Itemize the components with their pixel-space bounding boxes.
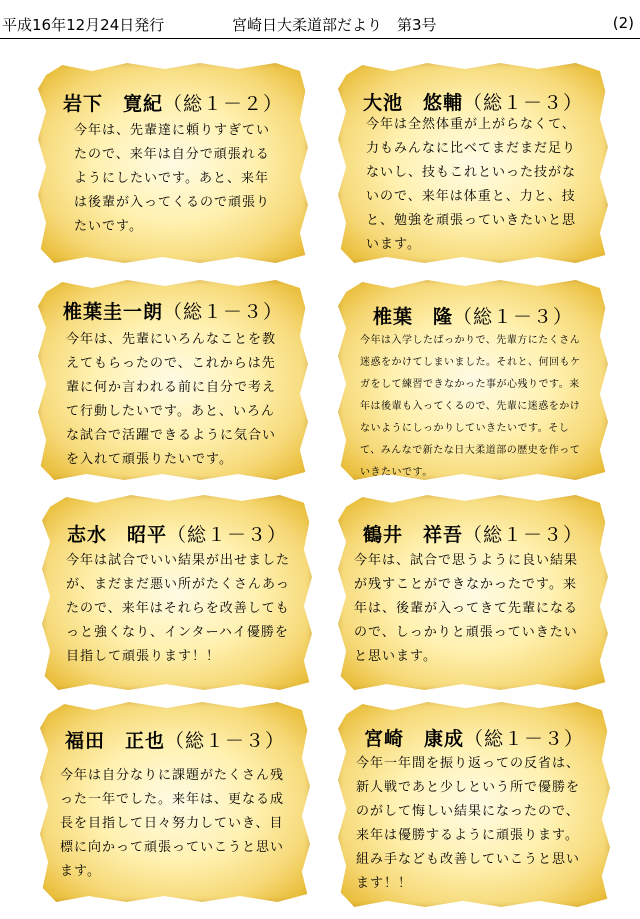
member-card-shimizu: [42, 495, 312, 690]
member-card-shiiba-keiichiro: [38, 280, 308, 480]
member-grade: （総１－３）: [463, 524, 584, 546]
member-message: 今年一年間を振り返っての反省は、新人戦であと少しという所で優勝をのがして悔しい結果になったので、来年は優勝するように頑張ります。組み手なども改善していこうと思います！！: [356, 756, 581, 891]
issue-date: 平成16年12月24日発行: [2, 16, 165, 34]
member-grade: （総１－３）: [453, 306, 574, 328]
member-heading: [338, 520, 608, 547]
member-heading: [338, 302, 608, 329]
member-message: 今年は、試合で思うように良い結果が残すことができなかったです。来年は、後輩が入ってきて先輩になるので、しっかりと頑張っていきたいと思います。: [354, 553, 579, 664]
member-heading: [338, 88, 608, 115]
member-heading: [338, 724, 610, 751]
member-message: 今年は自分なりに課題がたくさん残った一年でした。来年は、更なる成長を目指して日々努力していき、目標に向かって頑張っていこうと思います。: [60, 768, 285, 879]
member-name: 志水 昭平: [66, 524, 167, 546]
member-heading: [42, 520, 312, 547]
member-grade: （総１－３）: [165, 730, 286, 752]
member-name: 椎葉 隆: [372, 306, 453, 328]
member-name: 椎葉圭一朗: [62, 301, 163, 323]
member-message: 今年は試合でいい結果が出せましたが、まだまだ悪い所がたくさんあったので、来年はそれらを改善してもっと強くなり、インターハイ優勝を目指して頑張ります！！: [66, 553, 291, 664]
member-heading: [40, 726, 310, 753]
member-heading: [38, 89, 308, 116]
member-name: 岩下 寛紀: [62, 93, 163, 115]
member-heading: [38, 297, 308, 324]
page-header: [0, 0, 640, 39]
member-card-fukuda: [40, 702, 310, 902]
member-message: 今年は全然体重が上がらなくて、力もみんなに比べてまだまだ足りないし、技もこれといった技がないので、来年は体重と、力と、技と、勉強を頑張っていきたいと思います。: [366, 117, 577, 252]
page-number: (2): [612, 14, 634, 32]
member-card-shiiba-takashi: [338, 280, 608, 480]
member-card-miyazaki: [338, 702, 610, 907]
member-grade: （総１－３）: [163, 301, 284, 323]
member-card-oike: [338, 63, 608, 263]
member-card-tsurui: [338, 495, 608, 690]
newsletter-title: 宮崎日大柔道部だより 第3号: [232, 16, 437, 34]
member-message: 今年は入学したばっかりで、先輩方にたくさん迷惑をかけてしまいました。それと、何回もケガをして練習できなかった事が心残りです。来年は後輩も入ってくるので、先輩に迷惑をかけないようにしっかりしていきたいです。そして、みんなで新たな日大柔道部の歴史を作っていきたいです。: [360, 335, 581, 478]
member-grade: （総１－３）: [463, 92, 584, 114]
member-message: 今年は、先輩達に頼りすぎていたので、来年は自分で頑張れるようにしたいです。あと、来年は後輩が入ってくるので頑張りたいです。: [74, 123, 271, 234]
member-name: 大池 悠輔: [362, 92, 463, 114]
member-name: 鶴井 祥吾: [362, 524, 463, 546]
member-card-iwashita: [38, 63, 308, 263]
member-grade: （総１－２）: [163, 93, 284, 115]
member-name: 宮崎 康成: [363, 728, 464, 750]
member-grade: （総１－３）: [464, 728, 585, 750]
member-name: 福田 正也: [64, 730, 165, 752]
member-grade: （総１－３）: [167, 524, 288, 546]
member-message: 今年は、先輩にいろんなことを教えてもらったので、これからは先輩に何か言われる前に自分で考えて行動したいです。あと、いろんな試合で活躍できるように気合いを入れて頑張りたいです。: [66, 332, 277, 467]
